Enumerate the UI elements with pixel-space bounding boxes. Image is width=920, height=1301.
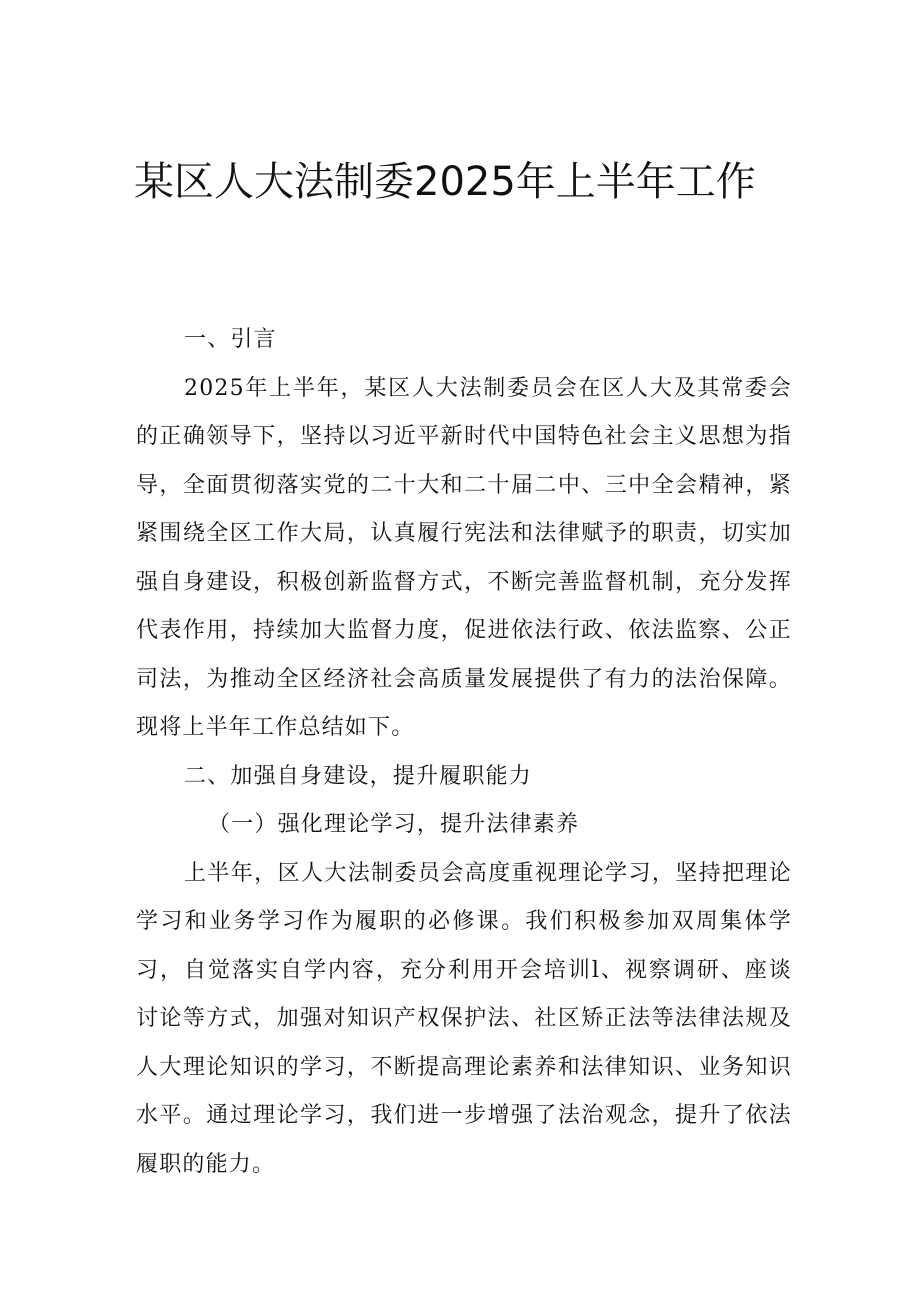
paragraph-introduction: 2025年上半年，某区人大法制委员会在区人大及其常委会的正确领导下，坚持以习近平新时代中国特色社会主义思想为指导，全面贯彻落实党的二十大和二十届二中、三中全会精神，紧紧围绕全区工作大局，认真履行宪法和法律赋予的职责，切实加强自身建设，积极创新监督方式，不断完善监督机制，充分发挥代表作用，持续加大监督力度，促进依法行政、依法监察、公正司法，为推动全区经济社会高质量发展提供了有力的法治保障。现将上半年工作总结如下。 — [136, 375, 792, 740]
subsection-heading-theory-study: （一）强化理论学习，提升法律素养 — [208, 812, 580, 837]
paragraph-theory-study: 上半年，区人大法制委员会高度重视理论学习，坚持把理论学习和业务学习作为履职的必修课。我们积极参加双周集体学习，自觉落实自学内容，充分利用开会培训l、视察调研、座谈讨论等方式，加强对知识产权保护法、社区矫正法等法律法规及人大理论知识的学习，不断提高理论素养和法律知识、业务知识水平。通过理论学习，我们进一步增强了法治观念，提升了依法履职的能力。 — [136, 860, 792, 1177]
document-title: 某区人大法制委2025年上半年工作 — [134, 159, 756, 205]
section-heading-self-building: 二、加强自身建设，提升履职能力 — [184, 763, 533, 789]
document-body — [136, 316, 792, 1189]
section-heading-introduction: 一、引言 — [184, 327, 277, 352]
